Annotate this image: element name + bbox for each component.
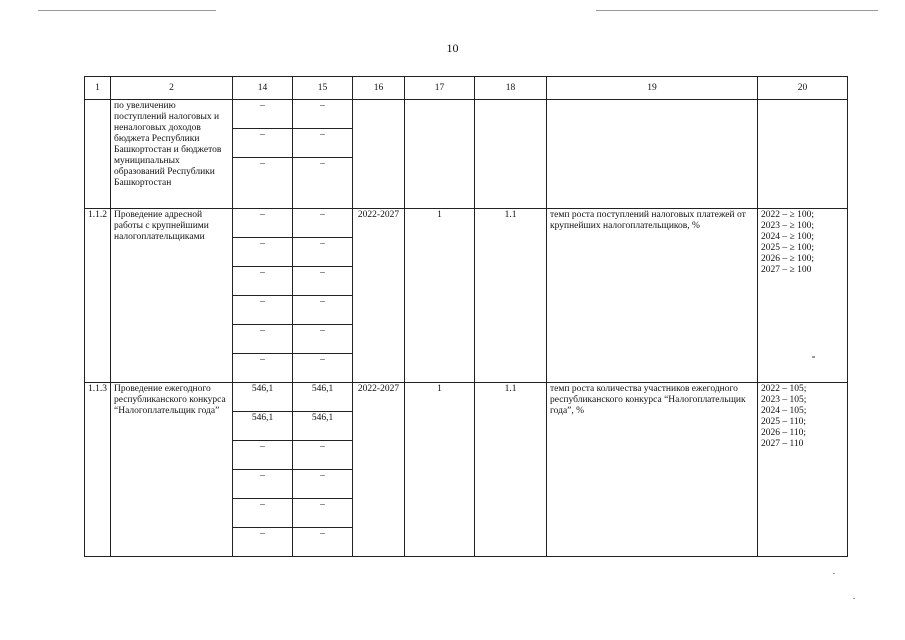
cell-col14: – (233, 129, 293, 158)
header-cell: 18 (475, 77, 547, 100)
cell-col14: – (233, 325, 293, 354)
cell-col14: – (233, 528, 293, 557)
cell-col16 (353, 100, 405, 209)
header-cell: 17 (405, 77, 475, 100)
item-number-cell: 1.1.3 (85, 383, 111, 557)
cell-col15: 546,1 (293, 412, 353, 441)
period-cell: 2022-2027 (353, 383, 405, 557)
target-year: 2023 – 105; (761, 395, 807, 405)
item-name-cell: Проведение адресной работы с крупнейшими налогоплательщиками (111, 209, 233, 383)
cell-col18 (475, 100, 547, 209)
scan-speck (812, 356, 815, 358)
targets-cell (758, 209, 848, 383)
program-table (84, 76, 848, 557)
header-cell: 15 (293, 77, 353, 100)
period-cell: 2022-2027 (353, 209, 405, 383)
cell-col15: – (293, 325, 353, 354)
cell-col15: – (293, 158, 353, 209)
header-cell: 14 (233, 77, 293, 100)
target-year: 2026 – 110; (761, 428, 807, 438)
cell-col14: – (233, 441, 293, 470)
table-row (85, 209, 848, 238)
header-cell: 19 (547, 77, 758, 100)
cell-col15: – (293, 528, 353, 557)
cell-col14: – (233, 267, 293, 296)
header-cell: 20 (758, 77, 848, 100)
cell-col14: – (233, 100, 293, 129)
cell-col14: 546,1 (233, 412, 293, 441)
item-number-cell: 1.1.2 (85, 209, 111, 383)
targets-cell (758, 383, 848, 557)
scan-speck (833, 573, 835, 574)
header-cell: 2 (111, 77, 233, 100)
cell-col18: 1.1 (475, 209, 547, 383)
cell-col15: 546,1 (293, 383, 353, 412)
cell-col17: 1 (405, 209, 475, 383)
target-year: 2027 – 110 (761, 439, 804, 449)
page-number: 10 (446, 41, 459, 55)
header-cell: 1 (85, 77, 111, 100)
target-year: 2025 – 110; (761, 417, 807, 427)
cell-col14: – (233, 238, 293, 267)
table-row (85, 383, 848, 412)
item-name-cell: Проведение ежегодного республиканского конкурса “Налогоплательщик года” (111, 383, 233, 557)
indicator-cell: темп роста количества участников ежегодного республиканского конкурса “Налогоплательщик года”, % (547, 383, 758, 557)
target-year: 2025 – ≥ 100; (761, 243, 814, 253)
cell-col14: – (233, 470, 293, 499)
cell-col20 (758, 100, 848, 209)
target-year: 2023 – ≥ 100; (761, 221, 814, 231)
target-year: 2022 – ≥ 100; (761, 210, 814, 220)
cell-col18: 1.1 (475, 383, 547, 557)
cell-col14: – (233, 158, 293, 209)
cell-col19 (547, 100, 758, 209)
item-number-cell (85, 100, 111, 209)
target-year: 2026 – ≥ 100; (761, 254, 814, 264)
cell-col17 (405, 100, 475, 209)
target-year: 2022 – 105; (761, 384, 807, 394)
cell-col15: – (293, 499, 353, 528)
cell-col15: – (293, 129, 353, 158)
cell-col15: – (293, 100, 353, 129)
target-year: 2024 – ≥ 100; (761, 232, 814, 242)
cell-col15: – (293, 209, 353, 238)
table-row (85, 100, 848, 129)
cell-col15: – (293, 267, 353, 296)
header-cell: 16 (353, 77, 405, 100)
indicator-cell: темп роста поступлений налоговых платежей от крупнейших налогоплательщиков, % (547, 209, 758, 383)
cell-col15: – (293, 296, 353, 325)
scan-speck (853, 598, 855, 599)
header-row (85, 77, 848, 100)
cell-col15: – (293, 441, 353, 470)
cell-col15: – (293, 470, 353, 499)
cell-col14: – (233, 499, 293, 528)
cell-col14: 546,1 (233, 383, 293, 412)
cell-col17: 1 (405, 383, 475, 557)
item-name-cell: по увеличению поступлений налоговых и неналоговых доходов бюджета Республики Башкортостан и бюджетов муниципальных образований Республики Башкортостан (111, 100, 233, 209)
top-rule-left (38, 10, 216, 11)
cell-col14: – (233, 209, 293, 238)
target-year: 2027 – ≥ 100 (761, 265, 812, 275)
cell-col14: – (233, 296, 293, 325)
cell-col14: – (233, 354, 293, 383)
target-year: 2024 – 105; (761, 406, 807, 416)
cell-col15: – (293, 354, 353, 383)
cell-col15: – (293, 238, 353, 267)
top-rule-right (596, 10, 878, 11)
